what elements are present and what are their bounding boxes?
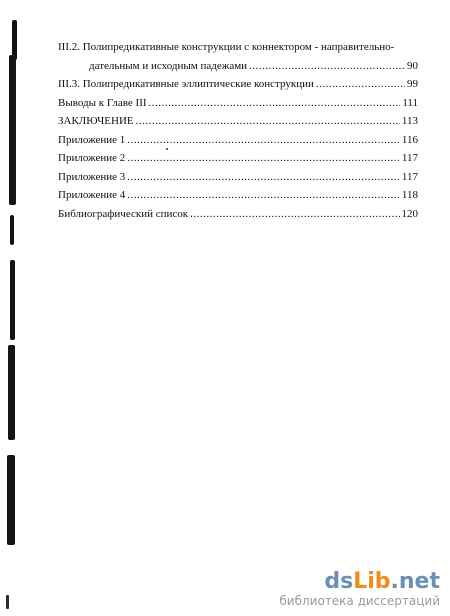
toc-page-number: 118 [401,189,418,201]
toc-page-number: 116 [401,133,418,146]
toc-entry [58,112,418,131]
toc-entry-label: ЗАКЛЮЧЕНИЕ [58,115,134,127]
scan-edge-mark [10,260,15,340]
toc-entry-label: Приложение 2 [58,152,126,164]
toc-entry [58,94,418,113]
toc-dot-leader [149,94,401,112]
toc-dot-leader [127,186,400,204]
dslib-logo: dsLib.net [324,569,440,594]
toc-page-number: 111 [402,96,418,109]
toc-entry-label: дательным и исходным падежами [89,59,248,72]
scan-edge-mark [7,455,15,545]
watermark-tagline: библиотека диссертаций [279,594,440,608]
toc-page-number: 113 [401,115,418,127]
toc-entry [58,168,418,187]
toc-entry-label: Приложение 1 [58,133,126,146]
toc-entry [58,205,418,224]
toc-entry-label: III.2. Полипредикативные конструкции с коннектором - направительно- [58,41,395,53]
toc-entry [58,75,418,94]
toc-page-number: 120 [401,207,418,220]
toc-entry-label: III.3. Полипредикативные эллиптические конструкции [58,78,314,90]
toc-dot-leader [316,75,405,93]
toc-entry-label: Приложение 4 [58,189,126,201]
scan-edge-mark [12,20,17,60]
toc-dot-leader [127,168,400,186]
toc-page-number: 99 [407,78,418,90]
scan-speck [6,595,9,609]
scan-edge-mark [9,55,16,205]
table-of-contents [58,38,418,223]
toc-entry [58,186,418,205]
toc-entry-label: Библиографический список [58,207,189,220]
toc-entry [58,131,418,150]
toc-dot-leader [190,205,399,223]
scan-edge-mark [10,215,14,245]
toc-dot-leader [127,131,400,149]
toc-entry [58,57,418,76]
toc-entry-label: Выводы к Главе III [58,96,147,109]
toc-page-number: 117 [401,152,418,164]
toc-page-number: 90 [407,59,418,72]
scan-edge-mark [8,345,15,440]
toc-dot-leader [136,112,400,130]
toc-entry-label: Приложение 3 [58,170,126,183]
toc-entry [58,38,418,57]
toc-dot-leader [249,57,405,75]
toc-dot-leader [127,149,400,167]
toc-page-number: 117 [401,170,418,183]
toc-entry [58,149,418,168]
dslib-watermark [279,570,440,608]
